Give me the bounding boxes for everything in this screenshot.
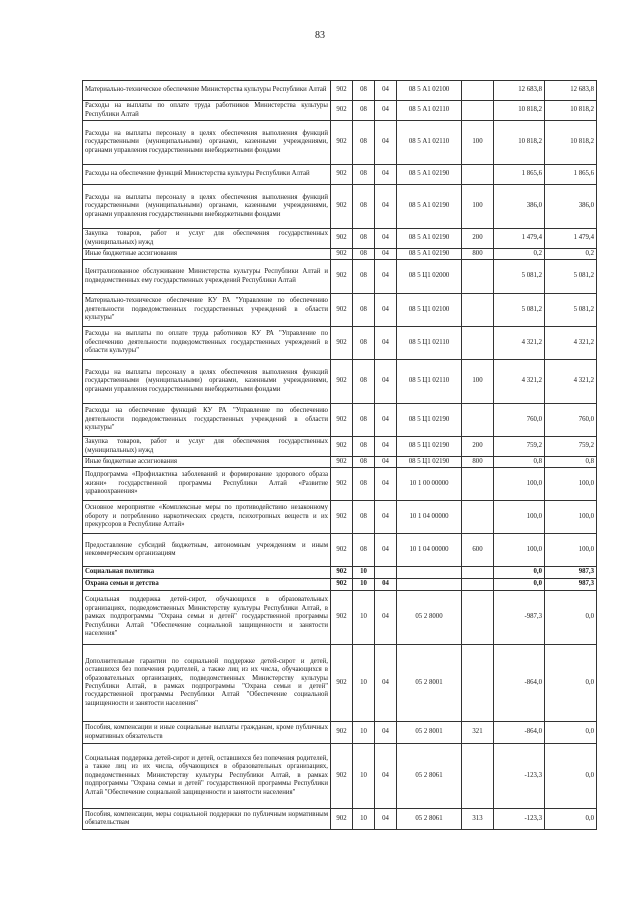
cell-amount-1: 10 818,2 xyxy=(494,121,545,165)
cell-section-code: 08 xyxy=(353,501,375,534)
cell-target-article-code: 05 2 8001 xyxy=(397,722,462,744)
cell-section-code: 08 xyxy=(353,249,375,260)
cell-expense-type-code xyxy=(462,294,494,327)
cell-item-name: Основное мероприятие «Комплексные меры по противодействию незаконному обороту и потреблению наркотических средств, психотропных веществ и их прекурсоров в Республике Алтай» xyxy=(83,501,331,534)
table-row xyxy=(83,534,597,567)
cell-amount-1: 1 865,6 xyxy=(494,165,545,185)
cell-amount-2: 987,3 xyxy=(545,579,597,591)
cell-amount-1: 4 321,2 xyxy=(494,327,545,360)
cell-subsection-code: 04 xyxy=(375,185,397,229)
cell-section-code: 08 xyxy=(353,437,375,457)
table-row xyxy=(83,121,597,165)
cell-section-code: 08 xyxy=(353,185,375,229)
cell-amount-1: 12 683,8 xyxy=(494,81,545,101)
cell-amount-2: 4 321,2 xyxy=(545,360,597,404)
cell-admin-code: 902 xyxy=(331,327,353,360)
cell-expense-type-code: 800 xyxy=(462,457,494,468)
cell-expense-type-code xyxy=(462,645,494,722)
cell-section-code: 08 xyxy=(353,294,375,327)
cell-item-name: Социальная политика xyxy=(83,567,331,579)
cell-amount-1: 759,2 xyxy=(494,437,545,457)
cell-item-name: Закупка товаров, работ и услуг для обеспечения государственных (муниципальных) нужд xyxy=(83,229,331,249)
cell-admin-code: 902 xyxy=(331,185,353,229)
cell-section-code: 08 xyxy=(353,260,375,294)
cell-section-code: 10 xyxy=(353,744,375,809)
cell-item-name: Расходы на выплаты персоналу в целях обеспечения выполнения функций государственными (муниципальными) органами, казенными учреждениями, органами управления государственными внебюджетными фондами xyxy=(83,185,331,229)
table-row xyxy=(83,809,597,830)
cell-amount-1: -864,0 xyxy=(494,722,545,744)
cell-amount-2: 0,0 xyxy=(545,645,597,722)
cell-admin-code: 902 xyxy=(331,645,353,722)
cell-expense-type-code: 313 xyxy=(462,809,494,830)
cell-subsection-code: 04 xyxy=(375,327,397,360)
cell-amount-2: 100,0 xyxy=(545,468,597,501)
cell-admin-code: 902 xyxy=(331,579,353,591)
cell-subsection-code: 04 xyxy=(375,645,397,722)
table-row xyxy=(83,744,597,809)
cell-item-name: Материально-техническое обеспечение Министерства культуры Республики Алтай xyxy=(83,81,331,101)
cell-section-code: 10 xyxy=(353,591,375,645)
cell-amount-1: 4 321,2 xyxy=(494,360,545,404)
cell-admin-code: 902 xyxy=(331,744,353,809)
cell-subsection-code: 04 xyxy=(375,534,397,567)
cell-subsection-code: 04 xyxy=(375,437,397,457)
cell-expense-type-code: 200 xyxy=(462,229,494,249)
cell-target-article-code: 08 5 А1 02100 xyxy=(397,81,462,101)
cell-amount-2: 0,0 xyxy=(545,744,597,809)
cell-amount-2: 100,0 xyxy=(545,501,597,534)
cell-amount-2: 4 321,2 xyxy=(545,327,597,360)
cell-subsection-code: 04 xyxy=(375,249,397,260)
cell-section-code: 08 xyxy=(353,327,375,360)
cell-amount-2: 760,0 xyxy=(545,404,597,437)
cell-section-code: 10 xyxy=(353,579,375,591)
cell-amount-1: 1 479,4 xyxy=(494,229,545,249)
cell-item-name: Закупка товаров, работ и услуг для обеспечения государственных (муниципальных) нужд xyxy=(83,437,331,457)
cell-section-code: 08 xyxy=(353,229,375,249)
cell-admin-code: 902 xyxy=(331,360,353,404)
cell-admin-code: 902 xyxy=(331,101,353,121)
cell-item-name: Материально-техническое обеспечение КУ РА "Управление по обеспечению деятельности подведомственных государственных учреждений в области культуры" xyxy=(83,294,331,327)
table-row xyxy=(83,101,597,121)
cell-item-name: Предоставление субсидий бюджетным, автономным учреждениям и иным некоммерческим организациям xyxy=(83,534,331,567)
cell-amount-1: 10 818,2 xyxy=(494,101,545,121)
cell-section-code: 10 xyxy=(353,567,375,579)
table-row xyxy=(83,185,597,229)
cell-target-article-code: 08 5 Ц1 02110 xyxy=(397,360,462,404)
cell-expense-type-code: 100 xyxy=(462,185,494,229)
cell-amount-1: -123,3 xyxy=(494,744,545,809)
table-row xyxy=(83,591,597,645)
cell-item-name: Расходы на выплаты персоналу в целях обеспечения выполнения функций государственными (муниципальными) органами, казенными учреждениями, органами управления государственными внебюджетными фондами xyxy=(83,121,331,165)
cell-admin-code: 902 xyxy=(331,404,353,437)
cell-item-name: Расходы на выплаты по оплате труда работников КУ РА "Управление по обеспечению деятельности подведомственных государственных учреждений в области культуры" xyxy=(83,327,331,360)
cell-section-code: 08 xyxy=(353,404,375,437)
page-number: 83 xyxy=(315,30,325,41)
table-row xyxy=(83,165,597,185)
cell-amount-2: 0,0 xyxy=(545,809,597,830)
cell-expense-type-code xyxy=(462,165,494,185)
table-row xyxy=(83,567,597,579)
cell-target-article-code: 05 2 8061 xyxy=(397,809,462,830)
cell-target-article-code: 08 5 А1 02190 xyxy=(397,185,462,229)
cell-amount-1: 0,0 xyxy=(494,579,545,591)
cell-expense-type-code: 100 xyxy=(462,121,494,165)
cell-item-name: Подпрограмма «Профилактика заболеваний и формирование здорового образа жизни» государственной программы Республики Алтай «Развитие здравоохранения» xyxy=(83,468,331,501)
cell-subsection-code: 04 xyxy=(375,229,397,249)
table-row xyxy=(83,229,597,249)
table-row xyxy=(83,645,597,722)
cell-amount-1: 100,0 xyxy=(494,534,545,567)
cell-expense-type-code xyxy=(462,744,494,809)
cell-amount-2: 0,0 xyxy=(545,591,597,645)
cell-expense-type-code: 200 xyxy=(462,437,494,457)
cell-target-article-code: 05 2 8001 xyxy=(397,645,462,722)
cell-expense-type-code xyxy=(462,591,494,645)
table-row xyxy=(83,81,597,101)
cell-target-article-code: 05 2 8000 xyxy=(397,591,462,645)
table-row xyxy=(83,579,597,591)
cell-subsection-code: 04 xyxy=(375,101,397,121)
cell-amount-2: 0,2 xyxy=(545,249,597,260)
table-row xyxy=(83,468,597,501)
cell-admin-code: 902 xyxy=(331,229,353,249)
cell-target-article-code: 08 5 А1 02190 xyxy=(397,249,462,260)
cell-subsection-code: 04 xyxy=(375,404,397,437)
cell-item-name: Социальная поддержка детей-сирот и детей, оставшихся без попечения родителей, а также лиц из их числа, обучающихся в образовательных организациях, подведомственных Министерству культуры Республики Алтай, в рамках подпрограммы "Охрана семьи и детей" государственной программы Республики Алтай "Обеспечение социальной защищенности и занятости населения" xyxy=(83,744,331,809)
cell-expense-type-code xyxy=(462,327,494,360)
cell-amount-2: 0,0 xyxy=(545,722,597,744)
cell-item-name: Социальная поддержка детей-сирот, обучающихся в образовательных организациях, подведомственных Министерству культуры Республики Алтай, в рамках подпрограммы "Охрана семьи и детей" государственной программы Республики Алтай "Обеспечение социальной защищенности и занятости населения" xyxy=(83,591,331,645)
cell-target-article-code: 08 5 А1 02110 xyxy=(397,101,462,121)
cell-subsection-code: 04 xyxy=(375,81,397,101)
cell-target-article-code: 05 2 8061 xyxy=(397,744,462,809)
cell-subsection-code: 04 xyxy=(375,591,397,645)
cell-expense-type-code: 600 xyxy=(462,534,494,567)
cell-section-code: 08 xyxy=(353,457,375,468)
cell-section-code: 08 xyxy=(353,101,375,121)
cell-target-article-code xyxy=(397,579,462,591)
cell-subsection-code: 04 xyxy=(375,722,397,744)
cell-expense-type-code xyxy=(462,404,494,437)
cell-amount-1: 0,0 xyxy=(494,567,545,579)
cell-admin-code: 902 xyxy=(331,249,353,260)
cell-admin-code: 902 xyxy=(331,294,353,327)
cell-amount-1: -864,0 xyxy=(494,645,545,722)
table-row xyxy=(83,327,597,360)
cell-expense-type-code xyxy=(462,260,494,294)
cell-target-article-code xyxy=(397,567,462,579)
cell-subsection-code: 04 xyxy=(375,165,397,185)
cell-admin-code: 902 xyxy=(331,809,353,830)
cell-target-article-code: 10 1 04 00000 xyxy=(397,501,462,534)
cell-amount-1: -987,3 xyxy=(494,591,545,645)
cell-item-name: Расходы на выплаты персоналу в целях обеспечения выполнения функций государственными (муниципальными) органами, казенными учреждениями, органами управления государственными внебюджетными фондами xyxy=(83,360,331,404)
budget-table xyxy=(82,80,597,830)
cell-section-code: 08 xyxy=(353,81,375,101)
table-row xyxy=(83,501,597,534)
table-row xyxy=(83,437,597,457)
cell-target-article-code: 08 5 Ц1 02000 xyxy=(397,260,462,294)
cell-section-code: 08 xyxy=(353,468,375,501)
cell-target-article-code: 08 5 Ц1 02100 xyxy=(397,294,462,327)
cell-section-code: 08 xyxy=(353,360,375,404)
cell-subsection-code: 04 xyxy=(375,360,397,404)
cell-amount-1: 5 081,2 xyxy=(494,294,545,327)
cell-expense-type-code xyxy=(462,501,494,534)
cell-section-code: 10 xyxy=(353,809,375,830)
cell-subsection-code: 04 xyxy=(375,260,397,294)
cell-section-code: 08 xyxy=(353,534,375,567)
cell-expense-type-code xyxy=(462,567,494,579)
cell-item-name: Дополнительные гарантии по социальной поддержке детей-сирот и детей, оставшихся без попечения родителей, а также лиц из их числа, обучающихся в образовательных организациях, подведомственных Министерству культуры Республики Алтай, в рамках подпрограммы "Охрана семьи и детей" государственной программы Республики Алтай "Обеспечение социальной защищенности и занятости населения" xyxy=(83,645,331,722)
cell-target-article-code: 08 5 Ц1 02190 xyxy=(397,404,462,437)
cell-section-code: 08 xyxy=(353,121,375,165)
cell-amount-1: 386,0 xyxy=(494,185,545,229)
table-row xyxy=(83,249,597,260)
cell-section-code: 10 xyxy=(353,722,375,744)
cell-item-name: Централизованное обслуживание Министерства культуры Республики Алтай и подведомственных ему государственных учреждений Республики Алтай xyxy=(83,260,331,294)
table-row xyxy=(83,404,597,437)
cell-target-article-code: 08 5 А1 02190 xyxy=(397,229,462,249)
cell-item-name: Пособия, компенсации, меры социальной поддержки по публичным нормативным обязательствам xyxy=(83,809,331,830)
table-row xyxy=(83,457,597,468)
cell-expense-type-code: 321 xyxy=(462,722,494,744)
cell-amount-1: 5 081,2 xyxy=(494,260,545,294)
cell-subsection-code: 04 xyxy=(375,294,397,327)
cell-target-article-code: 08 5 Ц1 02190 xyxy=(397,437,462,457)
cell-target-article-code: 08 5 А1 02110 xyxy=(397,121,462,165)
cell-amount-2: 10 818,2 xyxy=(545,101,597,121)
cell-admin-code: 902 xyxy=(331,501,353,534)
table-row xyxy=(83,260,597,294)
cell-admin-code: 902 xyxy=(331,165,353,185)
cell-amount-1: 0,2 xyxy=(494,249,545,260)
cell-item-name: Расходы на обеспечение функций КУ РА "Управление по обеспечению деятельности подведомственных государственных учреждений в области культуры" xyxy=(83,404,331,437)
cell-admin-code: 902 xyxy=(331,567,353,579)
cell-admin-code: 902 xyxy=(331,468,353,501)
cell-item-name: Пособия, компенсации и иные социальные выплаты гражданам, кроме публичных нормативных обязательств xyxy=(83,722,331,744)
cell-admin-code: 902 xyxy=(331,457,353,468)
cell-admin-code: 902 xyxy=(331,722,353,744)
cell-amount-1: 760,0 xyxy=(494,404,545,437)
cell-amount-1: 100,0 xyxy=(494,501,545,534)
cell-item-name: Иные бюджетные ассигнования xyxy=(83,249,331,260)
cell-amount-2: 386,0 xyxy=(545,185,597,229)
cell-amount-2: 1 865,6 xyxy=(545,165,597,185)
cell-admin-code: 902 xyxy=(331,437,353,457)
table-row xyxy=(83,294,597,327)
cell-section-code: 08 xyxy=(353,165,375,185)
cell-expense-type-code xyxy=(462,81,494,101)
cell-expense-type-code: 100 xyxy=(462,360,494,404)
cell-subsection-code: 04 xyxy=(375,744,397,809)
cell-target-article-code: 08 5 Ц1 02190 xyxy=(397,457,462,468)
table-body xyxy=(83,81,597,830)
cell-admin-code: 902 xyxy=(331,260,353,294)
table-row xyxy=(83,722,597,744)
cell-admin-code: 902 xyxy=(331,81,353,101)
cell-subsection-code xyxy=(375,567,397,579)
cell-subsection-code: 04 xyxy=(375,468,397,501)
cell-subsection-code: 04 xyxy=(375,501,397,534)
cell-expense-type-code xyxy=(462,101,494,121)
cell-amount-2: 0,8 xyxy=(545,457,597,468)
cell-subsection-code: 04 xyxy=(375,809,397,830)
table-row xyxy=(83,360,597,404)
cell-amount-2: 12 683,8 xyxy=(545,81,597,101)
cell-amount-1: 0,8 xyxy=(494,457,545,468)
cell-admin-code: 902 xyxy=(331,591,353,645)
cell-amount-2: 100,0 xyxy=(545,534,597,567)
cell-subsection-code: 04 xyxy=(375,579,397,591)
cell-subsection-code: 04 xyxy=(375,457,397,468)
cell-subsection-code: 04 xyxy=(375,121,397,165)
cell-amount-2: 759,2 xyxy=(545,437,597,457)
cell-item-name: Расходы на выплаты по оплате труда работников Министерства культуры Республики Алтай xyxy=(83,101,331,121)
cell-target-article-code: 08 5 А1 02190 xyxy=(397,165,462,185)
cell-admin-code: 902 xyxy=(331,534,353,567)
cell-target-article-code: 10 1 04 00000 xyxy=(397,534,462,567)
cell-amount-2: 10 818,2 xyxy=(545,121,597,165)
cell-admin-code: 902 xyxy=(331,121,353,165)
cell-amount-2: 1 479,4 xyxy=(545,229,597,249)
cell-item-name: Охрана семьи и детства xyxy=(83,579,331,591)
cell-item-name: Иные бюджетные ассигнования xyxy=(83,457,331,468)
cell-amount-1: -123,3 xyxy=(494,809,545,830)
cell-expense-type-code xyxy=(462,468,494,501)
cell-target-article-code: 10 1 00 00000 xyxy=(397,468,462,501)
cell-amount-2: 5 081,2 xyxy=(545,260,597,294)
cell-expense-type-code xyxy=(462,579,494,591)
cell-expense-type-code: 800 xyxy=(462,249,494,260)
cell-item-name: Расходы на обеспечение функций Министерства культуры Республики Алтай xyxy=(83,165,331,185)
cell-target-article-code: 08 5 Ц1 02110 xyxy=(397,327,462,360)
cell-amount-2: 5 081,2 xyxy=(545,294,597,327)
cell-amount-1: 100,0 xyxy=(494,468,545,501)
cell-section-code: 10 xyxy=(353,645,375,722)
cell-amount-2: 987,3 xyxy=(545,567,597,579)
